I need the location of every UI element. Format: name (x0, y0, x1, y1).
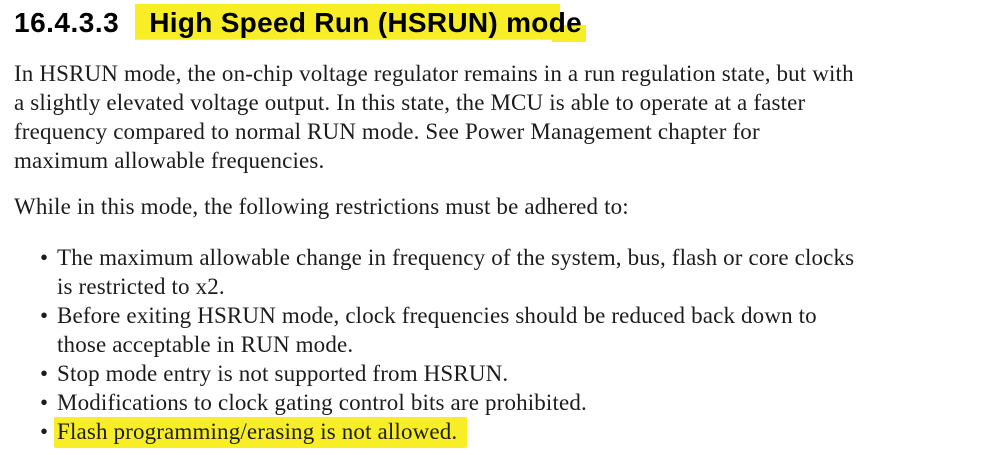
list-item-text (57, 388, 985, 417)
bullet-icon: • (40, 303, 49, 328)
bullet-icon: • (40, 390, 49, 415)
list-item-text (57, 243, 985, 301)
text-line: a slightly elevated voltage output. In this state, the MCU is able to operate at a faster (14, 90, 806, 115)
restrictions-intro: While in this mode, the following restrictions must be adhered to: (14, 194, 629, 219)
bullet-icon: • (40, 419, 49, 444)
list-item-text (57, 417, 985, 446)
list-item-line: Modifications to clock gating control bits are prohibited. (57, 390, 587, 415)
section-number: 16.4.3.3 (14, 7, 120, 38)
bullet-icon: • (40, 245, 49, 270)
list-item (14, 417, 985, 446)
list-item-line: Stop mode entry is not supported from HSRUN. (57, 361, 509, 386)
list-item-line (57, 417, 985, 446)
restrictions-list (14, 243, 985, 446)
text-line: frequency compared to normal RUN mode. See Power Management chapter for (14, 119, 760, 144)
list-item-line: is restricted to x2. (57, 274, 225, 299)
highlighted-text: Flash programming/erasing is not allowed. (54, 417, 467, 448)
list-item-line: Before exiting HSRUN mode, clock frequencies should be reduced back down to (57, 303, 817, 328)
section-heading (14, 6, 985, 40)
intro-paragraph (14, 59, 985, 175)
list-item (14, 243, 985, 301)
list-item-line: those acceptable in RUN mode. (57, 332, 354, 357)
list-item-text (57, 301, 985, 359)
list-item (14, 301, 985, 359)
text-line: maximum allowable frequencies. (14, 148, 325, 173)
section-title-highlighted: High Speed Run (HSRUN) mode (135, 4, 586, 42)
list-item (14, 388, 985, 417)
list-item-text (57, 359, 985, 388)
bullet-icon: • (40, 361, 49, 386)
list-item (14, 359, 985, 388)
list-item-line: The maximum allowable change in frequency of the system, bus, flash or core clocks (57, 245, 855, 270)
text-line: In HSRUN mode, the on-chip voltage regulator remains in a run regulation state, but with (14, 61, 854, 86)
